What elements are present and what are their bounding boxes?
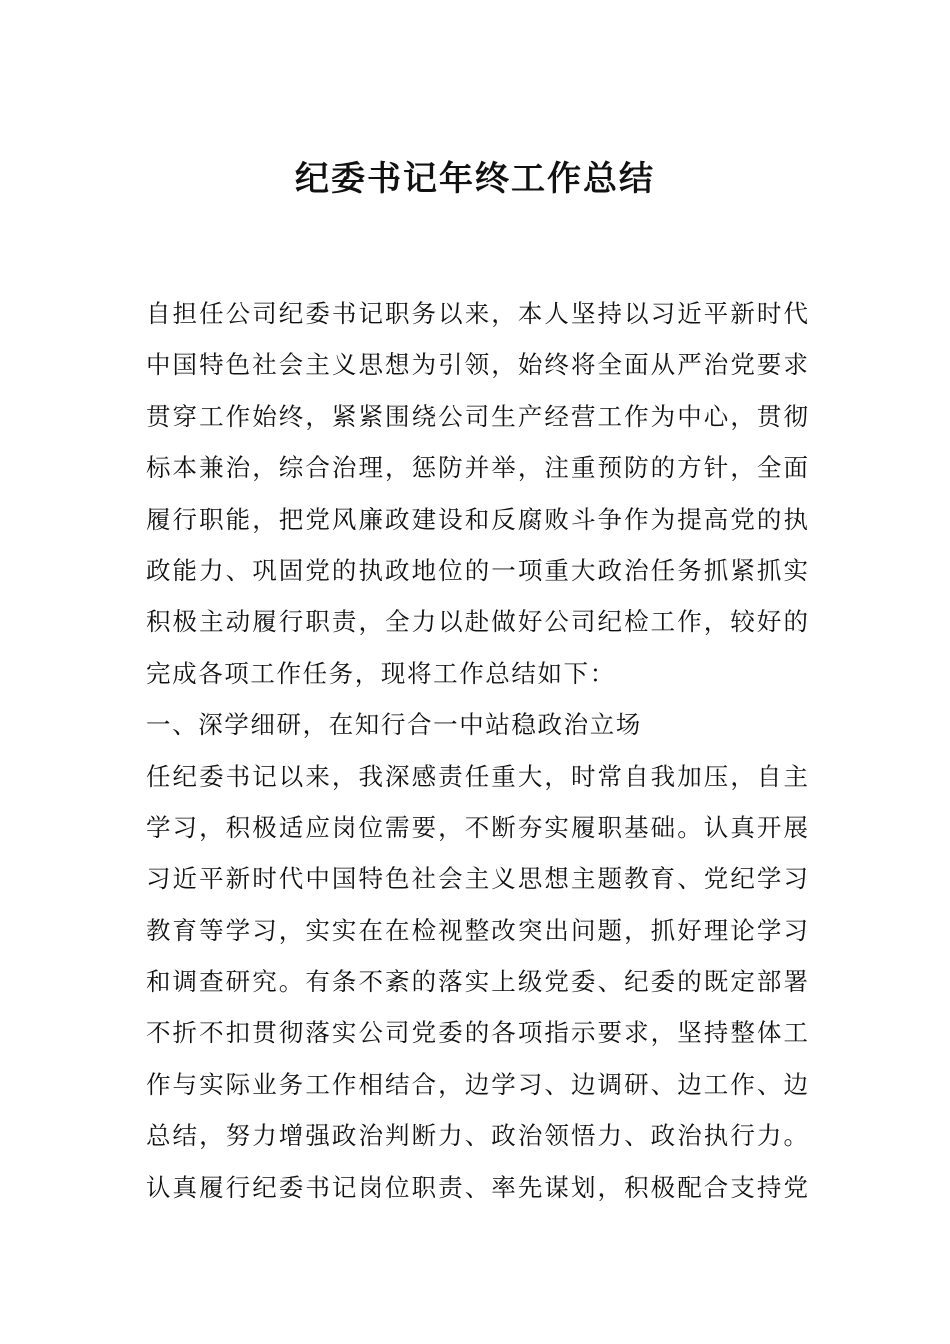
- body-line: 不折不扣贯彻落实公司党委的各项指示要求，坚持整体工: [146, 1018, 808, 1048]
- body-line: 完成各项工作任务，现将工作总结如下：: [146, 658, 616, 688]
- body-line: 作与实际业务工作相结合，边学习、边调研、边工作、边: [146, 1069, 808, 1099]
- body-line: 习近平新时代中国特色社会主义思想主题教育、党纪学习: [146, 864, 808, 894]
- body-line: 政能力、巩固党的执政地位的一项重大政治任务抓紧抓实: [146, 555, 808, 585]
- body-line: 任纪委书记以来，我深感责任重大，时常自我加压，自主: [146, 761, 808, 791]
- document-body: [146, 288, 808, 1213]
- document-title: 纪委书记年终工作总结: [295, 159, 655, 199]
- body-line: 总结，努力增强政治判断力、政治领悟力、政治执行力。: [146, 1121, 808, 1151]
- body-line: 自担任公司纪委书记职务以来，本人坚持以习近平新时代: [146, 299, 808, 328]
- body-line: 标本兼治，综合治理，惩防并举，注重预防的方针，全面: [146, 453, 808, 483]
- body-line: 积极主动履行职责，全力以赴做好公司纪检工作，较好的: [146, 607, 808, 637]
- body-line: 中国特色社会主义思想为引领，始终将全面从严治党要求: [146, 350, 808, 380]
- section-heading: 一、深学细研，在知行合一中站稳政治立场: [146, 710, 642, 740]
- body-line: 贯穿工作始终，紧紧围绕公司生产经营工作为中心，贯彻: [146, 401, 808, 431]
- body-line: 和调查研究。有条不紊的落实上级党委、纪委的既定部署: [146, 967, 808, 997]
- body-line: 认真履行纪委书记岗位职责、率先谋划，积极配合支持党: [146, 1172, 808, 1202]
- body-line: 履行职能，把党风廉政建设和反腐败斗争作为提高党的执: [146, 504, 808, 534]
- body-line: 学习，积极适应岗位需要，不断夯实履职基础。认真开展: [146, 812, 808, 842]
- body-line: 教育等学习，实实在在检视整改突出问题，抓好理论学习: [146, 915, 808, 945]
